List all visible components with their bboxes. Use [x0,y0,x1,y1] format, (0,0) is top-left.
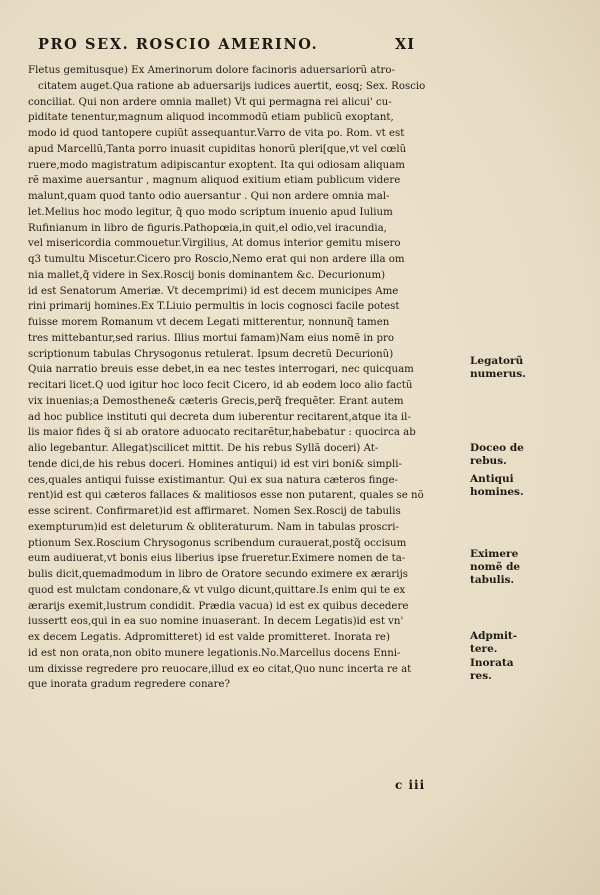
marginal-note-line: tabulis. [470,574,515,586]
marginal-note-line: Eximere [470,548,519,560]
text-line: tres mittebantur,sed rarius. Illius mortui famam)Nam eius nomẽ in pro [28,332,395,344]
commentary-body [28,63,466,693]
text-line: ces,quales antiqui fuisse existimantur. Qui ex sua natura cæteros finge- [28,474,398,486]
text-line: recitari licet.Q uod igitur hoc loco fecit Cicero, id ab eodem loco alio factũ [28,380,413,391]
text-line: tende dici,de his rebus doceri. Homines antiqui) id est viri boni& simpli- [28,458,402,470]
marginal-note-line: res. [470,670,492,682]
text-line: scriptionum tabulas Chrysogonus retulerat. Ipsum decretũ Decurionũ) [28,348,394,360]
text-line: vix inuenias;a Demosthene& cæteris Grecis,perq̃ frequẽter. Erant autem [28,395,404,407]
text-line: ex decem Legatis. Adpromitteret) id est valde promitteret. Inorata re) [28,632,390,643]
text-line: Rufinianum in libro de figuris.Pathopœia,in quit,el odio,vel iracundia, [28,222,387,234]
text-line: modo id quod tantopere cupiũt assequantur.Varro de vita po. Rom. vt est [28,128,405,139]
marginal-note-legatorum [470,355,590,381]
marginal-note-line: tere. [470,643,498,655]
text-line: eum audiuerat,vt bonis eius liberius ipse frueretur.Eximere nomen de ta- [28,553,406,565]
text-line: id est non orata,non obito munere legationis.No.Marcellus docens Enni- [28,647,401,659]
marginal-note-line: Inorata [470,657,514,669]
text-line: Fletus gemitusque) Ex Amerinorum dolore facinoris aduersariorũ atro- [28,65,395,76]
text-line: fuisse morem Romanum vt decem Legati mitterentur, nonnunq̃ tamen [28,317,390,328]
marginal-note-line: Doceo de [470,442,524,454]
text-line: nia mallet,q̃ videre in Sex.Roscij bonis dominantem &c. Decurionum) [28,269,386,281]
running-head: PRO SEX. ROSCIO AMERINO. [38,36,319,53]
signature-mark: c iii [395,778,426,792]
text-line: lis maior fides q̃ si ab oratore aduocato recitarẽtur,habebatur : quocirca ab [28,427,416,439]
marginal-note-inorata [470,657,590,683]
marginal-note-line: homines. [470,486,524,498]
marginal-note-line: Adpmit- [470,630,518,642]
marginal-note-line: numerus. [470,368,526,380]
text-line: citatem auget.Qua ratione ab aduersarijs iudices auertit, eosq; Sex. Roscio [38,80,426,92]
marginal-note-line: Antiqui [470,473,514,485]
marginal-note-antiqui [470,473,590,499]
marginal-note-doceo [470,442,590,468]
text-line: id est Senatorum Ameriæ. Vt decemprimi) id est decem municipes Ame [28,285,399,297]
text-line: rẽ maxime auersantur , magnum aliquod exitium etiam publicum videre [28,175,401,187]
text-line: iussertt eos,qui in ea suo nomine inuaserant. In decem Legatis)id est vn' [28,616,404,628]
marginal-note-line: nomẽ de [470,561,521,573]
text-line: bulis dicit,quemadmodum in libro de Oratore secundo eximere ex ærarijs [28,569,408,580]
text-line: apud Marcellũ,Tanta porro inuasit cupiditas honorũ pleri[que,vt vel cœlũ [28,143,407,155]
text-line: ærarijs exemit,lustrum condidit. Prædia vacua) id est ex quibus decedere [28,600,409,612]
text-line: esse scirent. Confirmaret)id est affirmaret. Nomen Sex.Roscij de tabulis [28,506,401,517]
marginal-note-eximere [470,548,590,587]
marginal-note-adpromittere [470,630,590,656]
text-line: rent)id est qui cæteros fallaces & malitiosos esse non putarent, quales se nõ [28,490,424,502]
marginal-note-line: Legatorũ [470,355,524,367]
text-line: quod est mulctam condonare,& vt vulgo dicunt,quittare.Is enim qui te ex [28,584,406,596]
text-line: ruere,modo magistratum adipiscantur exoptent. Ita qui odiosam aliquam [28,159,405,171]
text-line: Quia narratio breuis esse debet,in ea nec testes interrogari, nec quicquam [28,364,414,376]
text-line: let.Melius hoc modo legitur, q̃ quo modo scriptum inuenio apud Iulium [28,206,393,218]
text-line: ptionum Sex.Roscium Chrysogonus scribendum curauerat,postq̃ occisum [28,537,407,549]
text-line: conciliat. Qui non ardere omnia mallet) Vt qui permagna rei alicui' cu- [28,96,392,108]
text-line: piditate tenentur,magnum aliquod incommodũ etiam publicũ exoptant, [28,112,394,124]
text-line: malunt,quam quod tanto odio auersantur . Qui non ardere omnia mal- [28,191,390,202]
text-line: exempturum)id est deleturum & obliteraturum. Nam in tabulas proscri- [28,521,399,533]
folio-number: XI [395,36,416,53]
text-line: alio legebantur. Allegat)scilicet mittit. De his rebus Syllã doceri) At- [28,443,379,454]
text-line: q3 tumultu Miscetur.Cicero pro Roscio,Nemo erat qui non ardere illa om [28,254,405,265]
text-line: rini primarij homines.Ex T.Liuio permultis in locis cognosci facile potest [28,301,400,313]
text-line: um dixisse regredere pro reuocare,illud ex eo citat,Quo nunc incerta re at [28,663,412,675]
text-line: vel misericordia commouetur.Virgilius, At domus interior gemitu misero [28,238,401,250]
marginal-note-line: rebus. [470,455,507,467]
text-line: que inorata gradum regredere conare? [28,679,230,691]
text-line: ad hoc publice instituti qui decreta dum iuberentur recitarent,atque ita il- [28,411,411,423]
